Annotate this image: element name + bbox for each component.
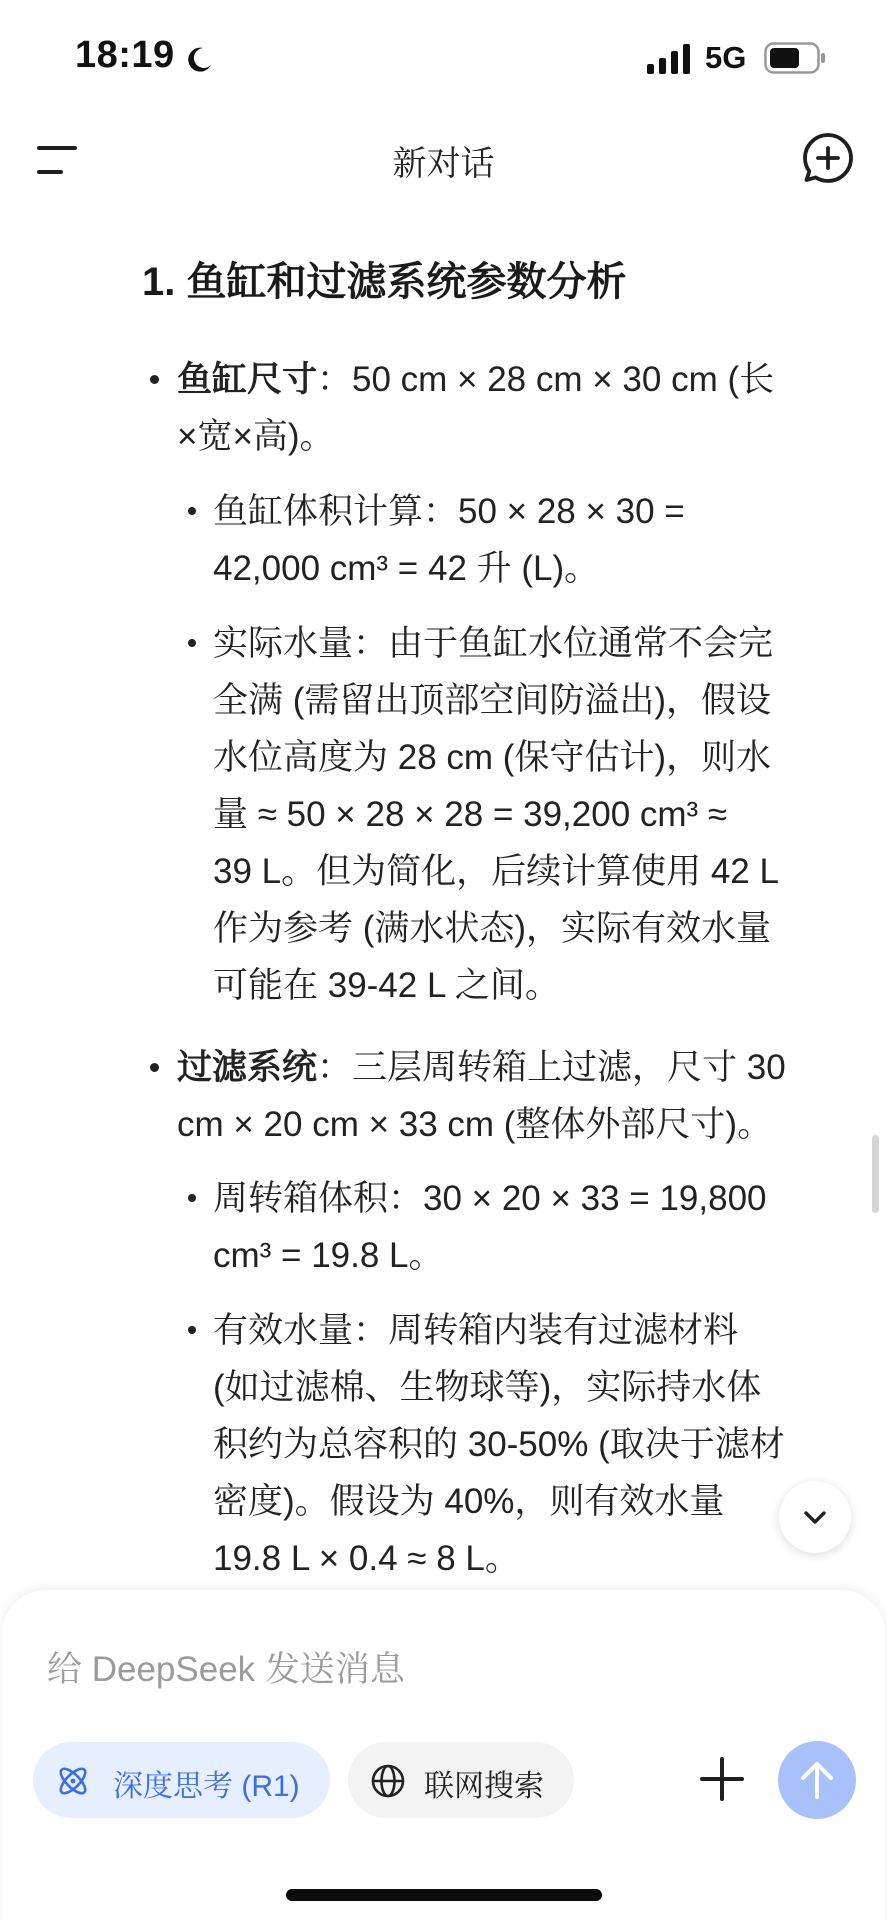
bullet-dot (150, 375, 159, 384)
home-indicator[interactable] (286, 1889, 602, 1901)
bullet-dot (188, 639, 196, 647)
scroll-down-button[interactable] (779, 1481, 851, 1553)
moon-icon (184, 45, 214, 75)
list-item (177, 1039, 857, 1153)
bullet-dot (150, 1063, 159, 1072)
bullet-dot (188, 1194, 196, 1202)
signal-icon (647, 44, 693, 74)
chat-content (0, 200, 887, 1590)
item-text: 密度)。假设为 40%，则有效水量 (213, 1482, 725, 1521)
item-text: cm³ = 19.8 L。 (213, 1236, 444, 1275)
scrollbar[interactable] (872, 1135, 879, 1213)
item-text: 可能在 39-42 L 之间。 (213, 966, 560, 1005)
bullet-dot (188, 1326, 196, 1334)
item-text: 量 ≈ 50 × 28 × 28 = 39,200 cm³ ≈ (213, 795, 728, 834)
new-chat-icon[interactable] (802, 132, 854, 184)
list-item (213, 615, 853, 1014)
item-text: 周转箱体积：30 × 20 × 33 = 19,800 (213, 1179, 767, 1218)
item-text: 积约为总容积的 30-50% (取决于滤材 (213, 1425, 785, 1464)
list-item (213, 483, 853, 597)
item-text: 19.8 L × 0.4 ≈ 8 L。 (213, 1539, 520, 1578)
list-item (177, 351, 857, 465)
list-item (213, 1170, 853, 1284)
item-text: (如过滤棉、生物球等)，实际持水体 (213, 1368, 762, 1407)
deep-think-button[interactable] (33, 1742, 330, 1818)
network-type: 5G (705, 40, 747, 75)
section-heading: 1. 鱼缸和过滤系统参数分析 (142, 260, 627, 304)
chevron-down-icon (801, 1503, 829, 1531)
item-text: 42,000 cm³ = 42 升 (L)。 (213, 549, 600, 588)
item-text: 有效水量：周转箱内装有过滤材料 (213, 1311, 739, 1350)
item-text: ：三层周转箱上过滤，尺寸 30 (317, 1048, 786, 1087)
plus-icon[interactable] (696, 1753, 748, 1805)
web-search-button[interactable] (348, 1742, 574, 1818)
status-time: 18:19 (75, 34, 175, 76)
message-input[interactable]: 给 DeepSeek 发送消息 (47, 1650, 405, 1689)
web-search-label: 联网搜索 (424, 1770, 544, 1803)
item-text: ×宽×高)。 (177, 417, 335, 456)
item-text: 鱼缸体积计算：50 × 28 × 30 = (213, 492, 685, 531)
atom-icon (55, 1763, 91, 1799)
bullet-dot (188, 507, 196, 515)
item-text: 39 L。但为简化，后续计算使用 42 L (213, 852, 779, 891)
page-title: 新对话 (392, 145, 495, 183)
item-label: 鱼缸尺寸 (177, 360, 318, 399)
message-composer (2, 1590, 885, 1920)
app-header (0, 118, 887, 200)
item-text: ：50 cm × 28 cm × 30 cm (长 (317, 360, 775, 399)
item-text: 作为参考 (满水状态)，实际有效水量 (213, 909, 772, 948)
deep-think-label: 深度思考 (R1) (113, 1770, 300, 1803)
send-button[interactable] (778, 1741, 856, 1819)
status-bar (0, 0, 887, 118)
arrow-up-icon (797, 1759, 837, 1801)
list-item (213, 1302, 853, 1587)
item-text: cm × 20 cm × 33 cm (整体外部尺寸)。 (177, 1105, 773, 1144)
globe-icon (370, 1763, 406, 1799)
item-text: 水位高度为 28 cm (保守估计)，则水 (213, 738, 772, 777)
item-text: 实际水量：由于鱼缸水位通常不会完 (213, 624, 774, 663)
item-text: 全满 (需留出顶部空间防溢出)，假设 (213, 681, 772, 720)
item-label: 过滤系统 (177, 1048, 318, 1087)
battery-icon (764, 42, 826, 74)
